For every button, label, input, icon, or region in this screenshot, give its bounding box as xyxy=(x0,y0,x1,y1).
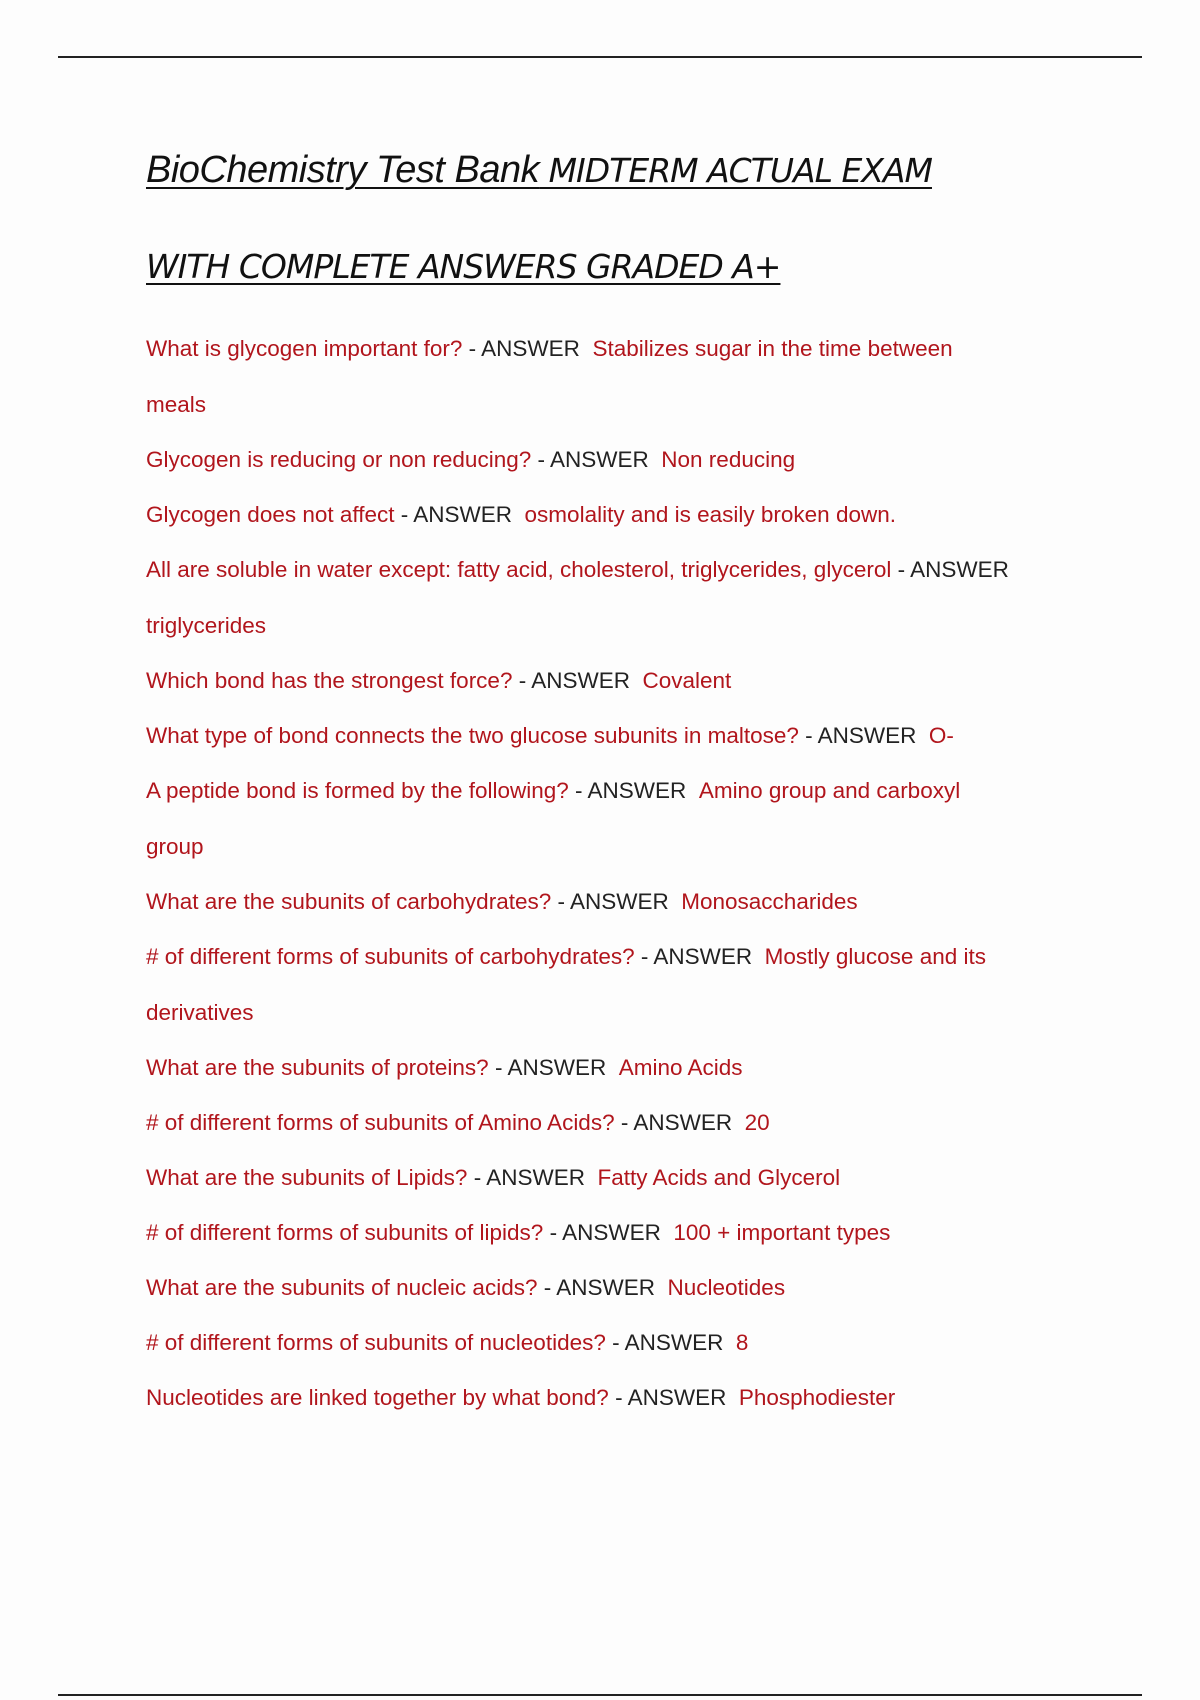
answer-text: Non reducing xyxy=(661,447,796,472)
qa-item xyxy=(146,1109,1106,1137)
question-text: # of different forms of subunits of lipids? xyxy=(146,1220,550,1245)
answer-continuation: triglycerides xyxy=(146,613,267,638)
question-text: All are soluble in water except: fatty acid, cholesterol, triglycerides, glycerol xyxy=(146,557,898,582)
document-title xyxy=(146,146,1106,291)
qa-item xyxy=(146,1054,1106,1082)
answer-marker: - ANSWER xyxy=(543,1275,655,1300)
question-text: What type of bond connects the two glucose subunits in maltose? xyxy=(146,723,806,748)
answer-text: Stabilizes sugar in the time between xyxy=(592,336,953,361)
answer-marker: - ANSWER xyxy=(640,944,753,969)
answer-marker: - ANSWER xyxy=(400,502,513,527)
answer-marker: - ANSWER xyxy=(549,1220,661,1245)
title-tail: MIDTERM ACTUAL EXAM xyxy=(539,151,932,190)
answer-marker: - ANSWER xyxy=(620,1110,733,1135)
answer-marker: - ANSWER xyxy=(494,1055,607,1080)
answer-text: Fatty Acids and Glycerol xyxy=(597,1165,841,1190)
answer-text: osmolality and is easily broken down. xyxy=(524,502,896,527)
title-lead: BioChemistry Test Bank xyxy=(146,149,540,191)
answer-text: Mostly glucose and its xyxy=(764,944,986,969)
qa-item xyxy=(146,1219,1106,1247)
question-text: Glycogen does not affect xyxy=(146,502,401,527)
answer-text: O- xyxy=(928,723,954,748)
answer-marker: - ANSWER xyxy=(537,447,649,472)
qa-item xyxy=(146,943,1106,1027)
answer-marker: - ANSWER xyxy=(612,1330,724,1355)
qa-item xyxy=(146,777,1106,861)
qa-item xyxy=(146,556,1106,640)
answer-text: Phosphodiester xyxy=(738,1385,896,1410)
answer-text: 100 + important types xyxy=(673,1220,891,1245)
answer-marker: - ANSWER xyxy=(897,557,1009,582)
answer-marker: - ANSWER xyxy=(473,1165,585,1190)
question-text: # of different forms of subunits of nucleotides? xyxy=(146,1330,613,1355)
title-line-1 xyxy=(146,146,1106,195)
answer-text: Monosaccharides xyxy=(681,889,858,914)
question-text: What are the subunits of proteins? xyxy=(146,1055,495,1080)
question-text: # of different forms of subunits of carbohydrates? xyxy=(146,944,641,969)
answer-continuation: meals xyxy=(146,392,207,417)
answer-text: Amino Acids xyxy=(618,1055,743,1080)
question-text: What are the subunits of nucleic acids? xyxy=(146,1275,544,1300)
qa-item xyxy=(146,722,1106,750)
qa-item xyxy=(146,501,1106,529)
qa-item xyxy=(146,1164,1106,1192)
qa-item xyxy=(146,446,1106,474)
question-text: What are the subunits of Lipids? xyxy=(146,1165,474,1190)
top-rule xyxy=(58,56,1142,58)
qa-list xyxy=(146,335,1106,1439)
question-text: # of different forms of subunits of Amino Acids? xyxy=(146,1110,621,1135)
answer-marker: - ANSWER xyxy=(805,723,917,748)
qa-item xyxy=(146,667,1106,695)
answer-marker: - ANSWER xyxy=(557,889,669,914)
answer-text: 8 xyxy=(735,1330,749,1355)
question-text: What is glycogen important for? xyxy=(146,336,469,361)
answer-marker: - ANSWER xyxy=(575,778,687,803)
answer-marker: - ANSWER xyxy=(518,668,630,693)
answer-continuation: derivatives xyxy=(146,1000,254,1025)
question-text: Glycogen is reducing or non reducing? xyxy=(146,447,538,472)
qa-item xyxy=(146,1384,1106,1412)
qa-item xyxy=(146,1274,1106,1302)
question-text: Which bond has the strongest force? xyxy=(146,668,519,693)
question-text: What are the subunits of carbohydrates? xyxy=(146,889,558,914)
qa-item xyxy=(146,888,1106,916)
question-text: A peptide bond is formed by the following? xyxy=(146,778,576,803)
answer-text: Amino group and carboxyl xyxy=(698,778,961,803)
title-line-2: WITH COMPLETE ANSWERS GRADED A+ xyxy=(146,247,781,286)
answer-text: 20 xyxy=(744,1110,770,1135)
answer-continuation: group xyxy=(146,834,204,859)
bottom-rule xyxy=(58,1694,1142,1696)
answer-marker: - ANSWER xyxy=(468,336,580,361)
answer-marker: - ANSWER xyxy=(615,1385,727,1410)
answer-text: Nucleotides xyxy=(667,1275,786,1300)
question-text: Nucleotides are linked together by what bond? xyxy=(146,1385,616,1410)
answer-text: Covalent xyxy=(642,668,732,693)
qa-item xyxy=(146,1329,1106,1357)
qa-item xyxy=(146,335,1106,419)
